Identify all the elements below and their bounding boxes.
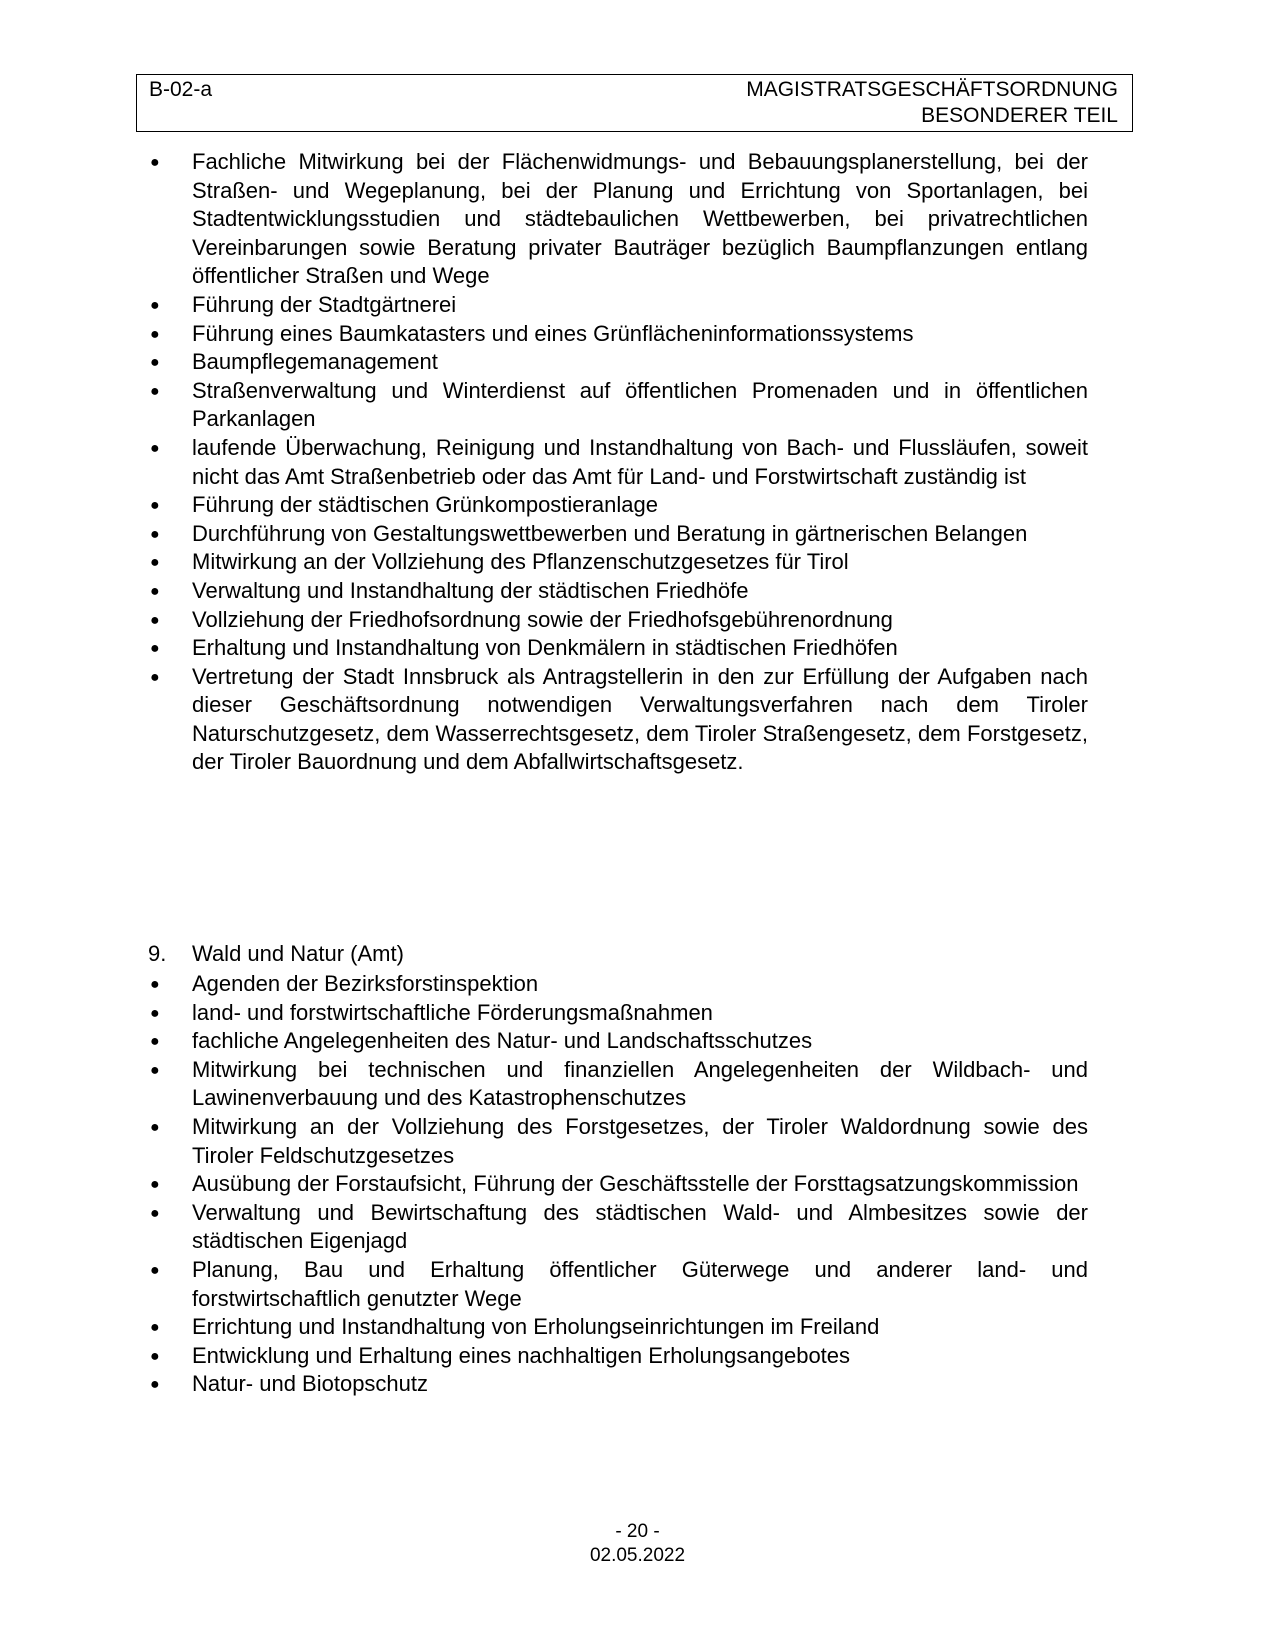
bullet-icon: ● bbox=[150, 1061, 160, 1079]
page-number: - 20 - bbox=[615, 1521, 660, 1542]
section-title: Wald und Natur (Amt) bbox=[192, 941, 404, 966]
list-item: ● Fachliche Mitwirkung bei der Flächenwidmungs- und Bebauungsplanerstellung, bei der Straßen- und Wegeplanung, bei der Planung und Errichtung von Sportanlagen, bei Stadtentwicklungsstudien und städtebaulichen Wettbewerben, bei privatrechtlichen Vereinbarungen sowie Beratung privater Bauträger bezüglich Baumpflanzungen entlang öffentlicher Straßen und Wege bbox=[150, 149, 1088, 289]
document-title-line1: MAGISTRATSGESCHÄFTSORDNUNG bbox=[746, 78, 1118, 101]
bullet-icon: ● bbox=[150, 554, 160, 572]
list-item: ● Planung, Bau und Erhaltung öffentlicher Güterwege und anderer land- und forstwirtschaftlich genutzter Wege bbox=[150, 1256, 1088, 1311]
page-footer bbox=[0, 1520, 1275, 1568]
list-item: ● Entwicklung und Erhaltung eines nachhaltigen Erholungsangebotes bbox=[148, 1342, 1088, 1371]
list-item: ● Führung der städtischen Grünkompostieranlage bbox=[148, 491, 1088, 520]
list-item: ● Erhaltung und Instandhaltung von Denkmälern in städtischen Friedhöfen bbox=[148, 634, 1088, 663]
bullet-icon: ● bbox=[150, 296, 160, 314]
bullet-icon: ● bbox=[150, 1118, 160, 1136]
bullet-icon: ● bbox=[150, 1347, 160, 1365]
bullet-icon: ● bbox=[150, 1204, 160, 1222]
document-title-line2: BESONDERER TEIL bbox=[921, 104, 1118, 127]
list-item: ● Errichtung und Instandhaltung von Erholungseinrichtungen im Freiland bbox=[148, 1313, 1088, 1342]
bullet-list-top bbox=[148, 148, 1088, 777]
bullet-list-bottom bbox=[148, 970, 1088, 1399]
bullet-icon: ● bbox=[150, 439, 160, 457]
bullet-icon: ● bbox=[150, 640, 160, 658]
bullet-icon: ● bbox=[150, 382, 160, 400]
list-item: ● Straßenverwaltung und Winterdienst auf öffentlichen Promenaden und in öffentlichen Parkanlagen bbox=[150, 377, 1088, 432]
bullet-icon: ● bbox=[150, 1004, 160, 1022]
list-item: ● Führung eines Baumkatasters und eines Grünflächeninformationssystems bbox=[148, 320, 1088, 349]
section-number: 9. bbox=[148, 941, 167, 966]
bullet-icon: ● bbox=[150, 1176, 160, 1194]
bullet-icon: ● bbox=[150, 1033, 160, 1051]
list-item: ● Natur- und Biotopschutz bbox=[148, 1370, 1088, 1399]
bullet-icon: ● bbox=[150, 611, 160, 629]
list-item: ● Vollziehung der Friedhofsordnung sowie der Friedhofsgebührenordnung bbox=[148, 606, 1088, 635]
list-item: ● Verwaltung und Instandhaltung der städtischen Friedhöfe bbox=[148, 577, 1088, 606]
bullet-icon: ● bbox=[150, 325, 160, 343]
list-item: ● Ausübung der Forstaufsicht, Führung der Geschäftsstelle der Forsttagsatzungskommission bbox=[148, 1170, 1088, 1199]
list-item: ● Mitwirkung an der Vollziehung des Pflanzenschutzgesetzes für Tirol bbox=[148, 548, 1088, 577]
bullet-icon: ● bbox=[150, 582, 160, 600]
bullet-icon: ● bbox=[150, 154, 160, 171]
bullet-icon: ● bbox=[150, 497, 160, 515]
page-header bbox=[136, 74, 1133, 132]
list-item: ● Vertretung der Stadt Innsbruck als Antragstellerin in den zur Erfüllung der Aufgaben nach dieser Geschäftsordnung notwendigen Verwaltungsverfahren nach dem Tiroler Naturschutzgesetz, dem Wasserrechtsgesetz, dem Tiroler Straßengesetz, dem Forstgesetz, der Tiroler Bauordnung und dem Abfallwirtschaftsgesetz. bbox=[150, 663, 1088, 775]
bullet-icon: ● bbox=[150, 1319, 160, 1337]
list-item: ● Mitwirkung bei technischen und finanziellen Angelegenheiten der Wildbach- und Lawinenverbauung und des Katastrophenschutzes bbox=[150, 1056, 1088, 1111]
bullet-icon: ● bbox=[150, 525, 160, 543]
list-item: ● laufende Überwachung, Reinigung und Instandhaltung von Bach- und Flussläufen, soweit nicht das Amt Straßenbetrieb oder das Amt für Land- und Forstwirtschaft zuständig ist bbox=[150, 434, 1088, 489]
list-item: ● Baumpflegemanagement bbox=[148, 348, 1088, 377]
list-item: ● Agenden der Bezirksforstinspektion bbox=[148, 970, 1088, 999]
footer-date: 02.05.2022 bbox=[589, 1545, 686, 1566]
document-code: B-02-a bbox=[149, 78, 213, 101]
list-item: ● Führung der Stadtgärtnerei bbox=[148, 291, 1088, 320]
bullet-icon: ● bbox=[150, 1376, 160, 1394]
list-item: ● fachliche Angelegenheiten des Natur- und Landschaftsschutzes bbox=[148, 1027, 1088, 1056]
list-item: ● Verwaltung und Bewirtschaftung des städtischen Wald- und Almbesitzes sowie der städtischen Eigenjagd bbox=[150, 1199, 1088, 1254]
list-item: ● land- und forstwirtschaftliche Förderungsmaßnahmen bbox=[148, 999, 1088, 1028]
document-title bbox=[746, 77, 1118, 129]
list-item: ● Mitwirkung an der Vollziehung des Forstgesetzes, der Tiroler Waldordnung sowie des Tiroler Feldschutzgesetzes bbox=[150, 1113, 1088, 1168]
bullet-icon: ● bbox=[150, 354, 160, 372]
bullet-icon: ● bbox=[150, 976, 160, 993]
list-item: ● Durchführung von Gestaltungswettbewerben und Beratung in gärtnerischen Belangen bbox=[148, 520, 1088, 549]
section-heading bbox=[148, 940, 404, 969]
bullet-icon: ● bbox=[150, 1261, 160, 1279]
bullet-icon: ● bbox=[150, 668, 160, 686]
